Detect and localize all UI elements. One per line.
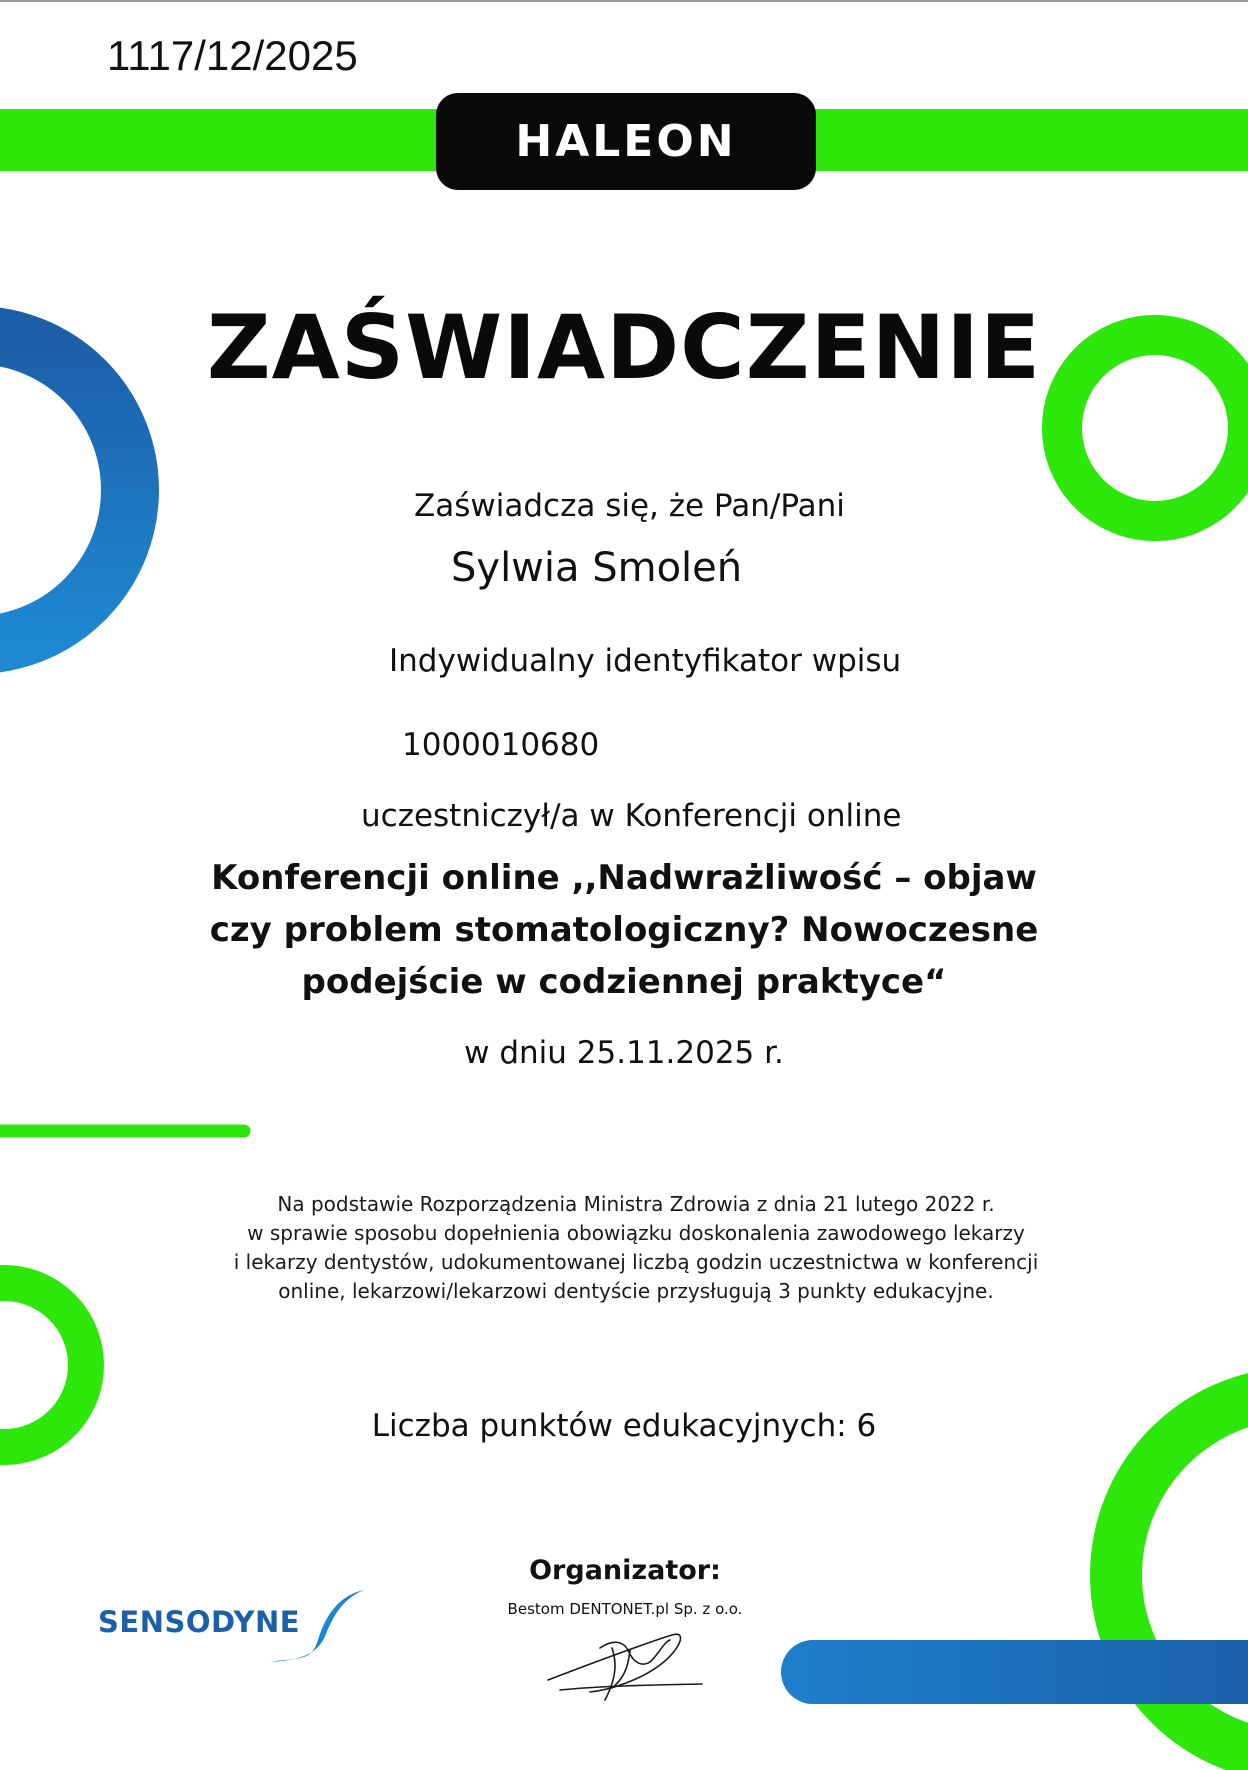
header-band-right [810, 109, 1248, 171]
sensodyne-logo: SENSODYNE [98, 1605, 301, 1639]
conference-title-line: Konferencji online ,,Nadwrażliwość – objaw [211, 858, 1037, 898]
organizer-signature [548, 1634, 702, 1700]
legal-line: w sprawie sposobu dopełnienia obowiązku doskonalenia zawodowego lekarzy [247, 1221, 1025, 1245]
header-band-left [0, 109, 440, 171]
conference-title-line: podejście w codziennej praktyce“ [301, 962, 947, 1002]
education-points: Liczba punktów edukacyjnych: 6 [371, 1408, 877, 1444]
identifier-value: 1000010680 [402, 727, 600, 763]
certificate-number: 1117/12/2025 [107, 32, 358, 79]
organizer-name: Bestom DENTONET.pl Sp. z o.o. [507, 1600, 743, 1618]
intro-text: Zaświadcza się, że Pan/Pani [414, 488, 845, 524]
participation-text: uczestniczył/a w Konferencji online [361, 798, 902, 834]
conference-title-line: czy problem stomatologiczny? Nowoczesne [209, 910, 1039, 950]
legal-line: i lekarzy dentystów, udokumentowanej liczbą godzin uczestnictwa w konferencji [233, 1250, 1039, 1274]
blue-bar-right [781, 1640, 1248, 1704]
legal-line: Na podstawie Rozporządzenia Ministra Zdrowia z dnia 21 lutego 2022 r. [277, 1192, 995, 1216]
legal-line: online, lekarzowi/lekarzowi dentyście przysługują 3 punkty edukacyjne. [278, 1279, 994, 1303]
conference-date: w dniu 25.11.2025 r. [464, 1035, 784, 1071]
haleon-logo: HALEON [436, 93, 816, 190]
participant-name: Sylwia Smoleń [451, 545, 743, 591]
document-title: ZAŚWIADCZENIE [206, 296, 1042, 399]
conference-title [150, 852, 1098, 1008]
legal-basis [180, 1190, 1092, 1306]
organizer-label: Organizator: [529, 1555, 721, 1586]
identifier-label: Indywidualny identyfikator wpisu [389, 643, 902, 679]
